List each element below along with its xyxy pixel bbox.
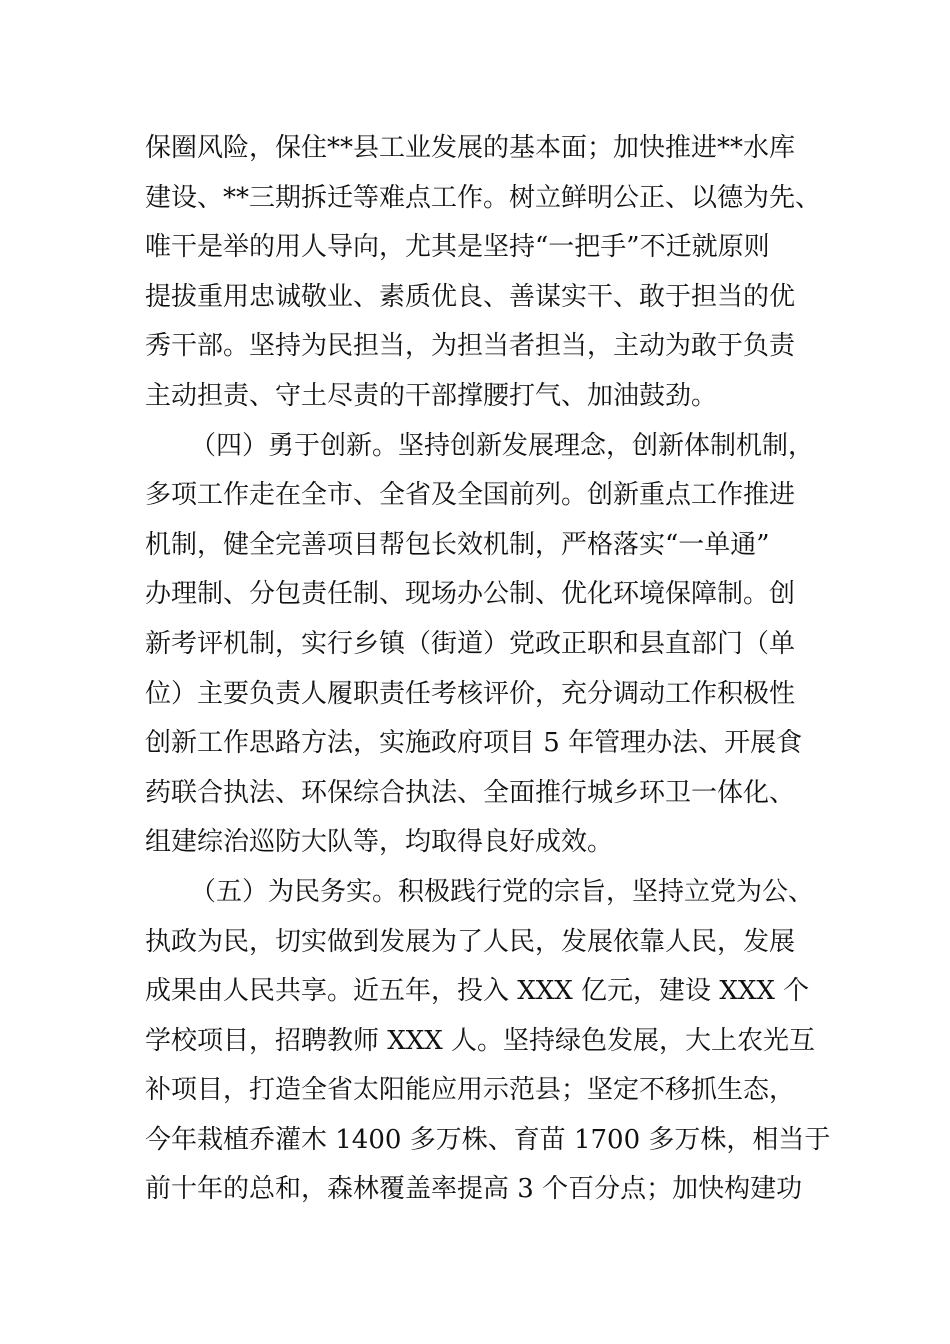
paragraph-heading-5: （五）为民务实。积极践行党的宗旨，坚持立党为公、: [190, 876, 815, 907]
text-line: 办理制、分包责任制、现场办公制、优化环境保障制。创: [145, 579, 796, 610]
text-line: 机制，健全完善项目帮包长效机制，严格落实“一单通”: [145, 529, 770, 560]
text-line: 提拔重用忠诚敬业、素质优良、善谋实干、敢于担当的优: [145, 281, 796, 312]
text-line: 唯干是举的用人导向，尤其是坚持“一把手”不迁就原则: [145, 232, 770, 263]
text-line: 多项工作走在全市、全省及全国前列。创新重点工作推进: [145, 480, 796, 511]
text-line: 主动担责、守土尽责的干部撑腰打气、加油鼓劲。: [145, 380, 718, 411]
paragraph-heading-4: （四）勇于创新。坚持创新发展理念，创新体制机制，: [190, 430, 815, 461]
text-line: 位）主要负责人履职责任考核评价，充分调动工作积极性: [145, 678, 796, 709]
text-line: 组建综治巡防大队等，均取得良好成效。: [145, 827, 614, 858]
text-line: 创新工作思路方法，实施政府项目 5 年管理办法、开展食: [145, 728, 803, 759]
text-line: 成果由人民共享。近五年，投入 XXX 亿元，建设 XXX 个: [145, 976, 810, 1007]
text-line: 秀干部。坚持为民担当，为担当者担当，主动为敢于负责: [145, 331, 796, 362]
text-line: 新考评机制，实行乡镇（街道）党政正职和县直部门（单: [145, 628, 796, 659]
body-text: [145, 124, 831, 1215]
text-line: 执政为民，切实做到发展为了人民，发展依靠人民，发展: [145, 926, 796, 957]
text-line: 前十年的总和，森林覆盖率提高 3 个百分点；加快构建功: [145, 1174, 803, 1205]
text-line: 学校项目，招聘教师 XXX 人。坚持绿色发展，大上农光互: [145, 1025, 816, 1056]
text-line: 药联合执法、环保综合执法、全面推行城乡环卫一体化、: [145, 777, 796, 808]
text-line: 建设、**三期拆迁等难点工作。树立鲜明公正、以德为先、: [145, 182, 822, 213]
text-line: 补项目，打造全省太阳能应用示范县；坚定不移抓生态，: [145, 1075, 796, 1106]
text-line: 保圈风险，保住**县工业发展的基本面；加快推进**水库: [145, 133, 796, 163]
text-line: 今年栽植乔灌木 1400 多万株、育苗 1700 多万株，相当于: [145, 1124, 831, 1155]
